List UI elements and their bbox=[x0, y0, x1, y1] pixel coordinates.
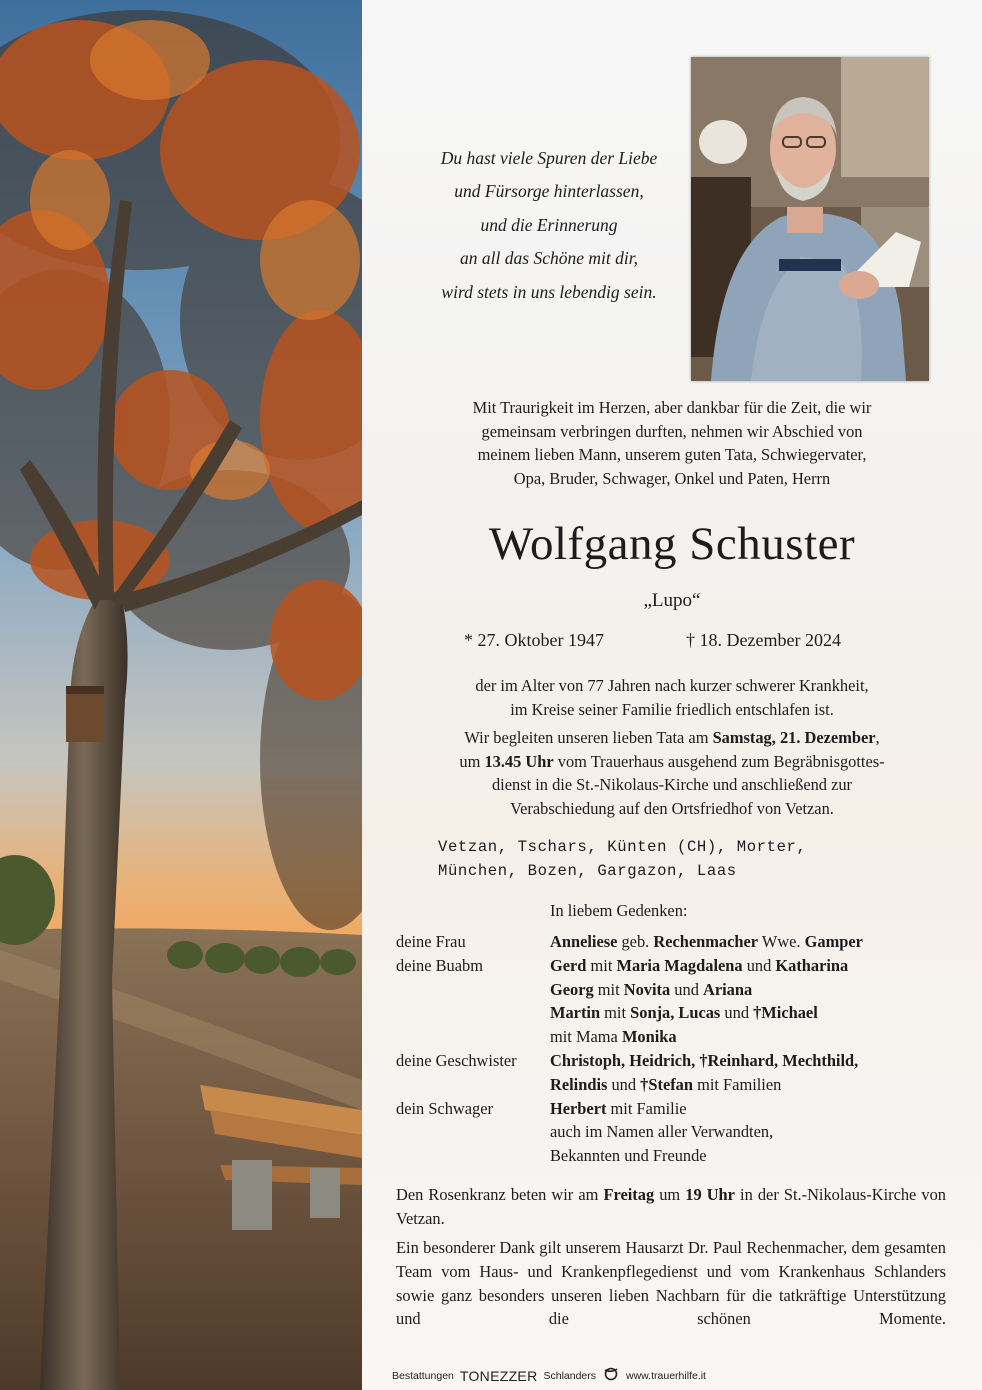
places-line: Vetzan, Tschars, Künten (CH), Morter, bbox=[438, 838, 807, 856]
dove-logo-icon bbox=[602, 1367, 620, 1385]
footer-url[interactable]: www.trauerhilfe.it bbox=[626, 1370, 706, 1382]
autumn-tree-bench-photo bbox=[0, 0, 362, 1390]
verse-line: wird stets in uns lebendig sein. bbox=[441, 281, 657, 302]
rosary-time: 19 Uhr bbox=[685, 1185, 735, 1204]
intro-line: Opa, Bruder, Schwager, Onkel und Paten, Herrn bbox=[513, 469, 831, 489]
funeral-date: Samstag, 21. Dezember bbox=[712, 728, 876, 747]
funeral-line: dienst in die St.-Nikolaus-Kirche und anschließend zur bbox=[491, 775, 853, 795]
funeral-announcement bbox=[392, 726, 952, 821]
mourners-list bbox=[396, 930, 976, 1168]
mourner-row: auch im Namen aller Verwandten, bbox=[550, 1122, 774, 1142]
relation-label: dein Schwager bbox=[396, 1098, 493, 1118]
mourner-row: deine Geschwister Christoph, Heidrich, †Reinhard, Mechthild, bbox=[396, 1049, 976, 1073]
deceased-nickname: „Lupo“ bbox=[643, 590, 701, 611]
intro-line: meinem lieben Mann, unserem guten Tata, Schwiegervater, bbox=[477, 445, 867, 465]
mourner-row: Martin mit Sonja, Lucas und †Michael bbox=[550, 1003, 818, 1023]
verse-line: Du hast viele Spuren der Liebe bbox=[440, 148, 658, 168]
footer-prefix: Bestattungen bbox=[392, 1370, 454, 1382]
intro-line: gemeinsam verbringen durften, nehmen wir Abschied von bbox=[481, 421, 863, 441]
passing-line: im Kreise seiner Familie friedlich entschlafen ist. bbox=[510, 699, 834, 719]
funeral-home-footer bbox=[392, 1367, 706, 1385]
footer-brand: TONEZZER bbox=[459, 1368, 538, 1384]
funeral-line: Verabschiedung auf den Ortsfriedhof von Vetzan. bbox=[510, 799, 834, 819]
funeral-time: 13.45 Uhr bbox=[484, 751, 554, 771]
mourner-row: mit Mama Monika bbox=[550, 1027, 677, 1047]
relation-label: deine Buabm bbox=[396, 955, 483, 975]
mourner-row: Bekannten und Freunde bbox=[550, 1146, 707, 1166]
obituary-panel bbox=[362, 0, 982, 1390]
rosary-day: Freitag bbox=[603, 1185, 655, 1204]
mourner-row: Relindis und †Stefan mit Familien bbox=[550, 1074, 782, 1094]
rosary-announcement: Den Rosenkranz beten wir am Freitag um 19 Uhr in der St.-Nikolaus-Kirche von Vetzan. bbox=[396, 1185, 947, 1228]
thanks-text: Ein besonderer Dank gilt unserem Hausarzt Dr. Paul Rechenmacher, dem gesamten Team vom Haus- und Krankenpflegedienst und vom Krankenhaus Schlanders sowie ganz besonders unseren lieben Nachbarn für die tatkräftige Unterstützung und die schönen Momente. bbox=[396, 1238, 946, 1329]
death-date: † 18. Dezember 2024 bbox=[686, 630, 841, 650]
footer-town: Schlanders bbox=[543, 1370, 597, 1382]
places-list bbox=[438, 836, 806, 883]
mourner-row: dein Schwager Herbert mit Familie bbox=[396, 1097, 976, 1121]
deceased-name: Wolfgang Schuster bbox=[488, 518, 856, 570]
intro-line: Mit Traurigkeit im Herzen, aber dankbar für die Zeit, die wir bbox=[472, 398, 872, 417]
relation-label: deine Frau bbox=[396, 932, 466, 951]
verse-line: und Fürsorge hinterlassen, bbox=[454, 181, 644, 202]
intro-text bbox=[392, 396, 952, 491]
mourner-row: deine Buabm Gerd mit Maria Magdalena und Katharina bbox=[396, 954, 976, 978]
remembrance-heading: In liebem Gedenken: bbox=[550, 901, 688, 920]
funeral-line: Wir begleiten unseren lieben Tata am Samstag, 21. Dezember, bbox=[464, 728, 880, 747]
passing-line: der im Alter von 77 Jahren nach kurzer schwerer Krankheit, bbox=[475, 676, 869, 695]
mourner-row: Georg mit Novita und Ariana bbox=[550, 979, 753, 999]
passing-text bbox=[392, 674, 952, 721]
relation-label: deine Geschwister bbox=[396, 1050, 517, 1070]
verse-line: an all das Schöne mit dir, bbox=[460, 248, 638, 269]
verse-line: und die Erinnerung bbox=[480, 214, 618, 235]
funeral-line: um 13.45 Uhr vom Trauerhaus ausgehend zum Begräbnisgottes- bbox=[459, 751, 885, 771]
places-line: München, Bozen, Gargazon, Laas bbox=[438, 861, 737, 880]
portrait-photo bbox=[691, 57, 929, 381]
birth-date: * 27. Oktober 1947 bbox=[464, 630, 604, 650]
memorial-verse bbox=[392, 142, 706, 309]
mourner-row: deine Frau Anneliese geb. Rechenmacher Wwe. Gamper bbox=[396, 930, 976, 954]
